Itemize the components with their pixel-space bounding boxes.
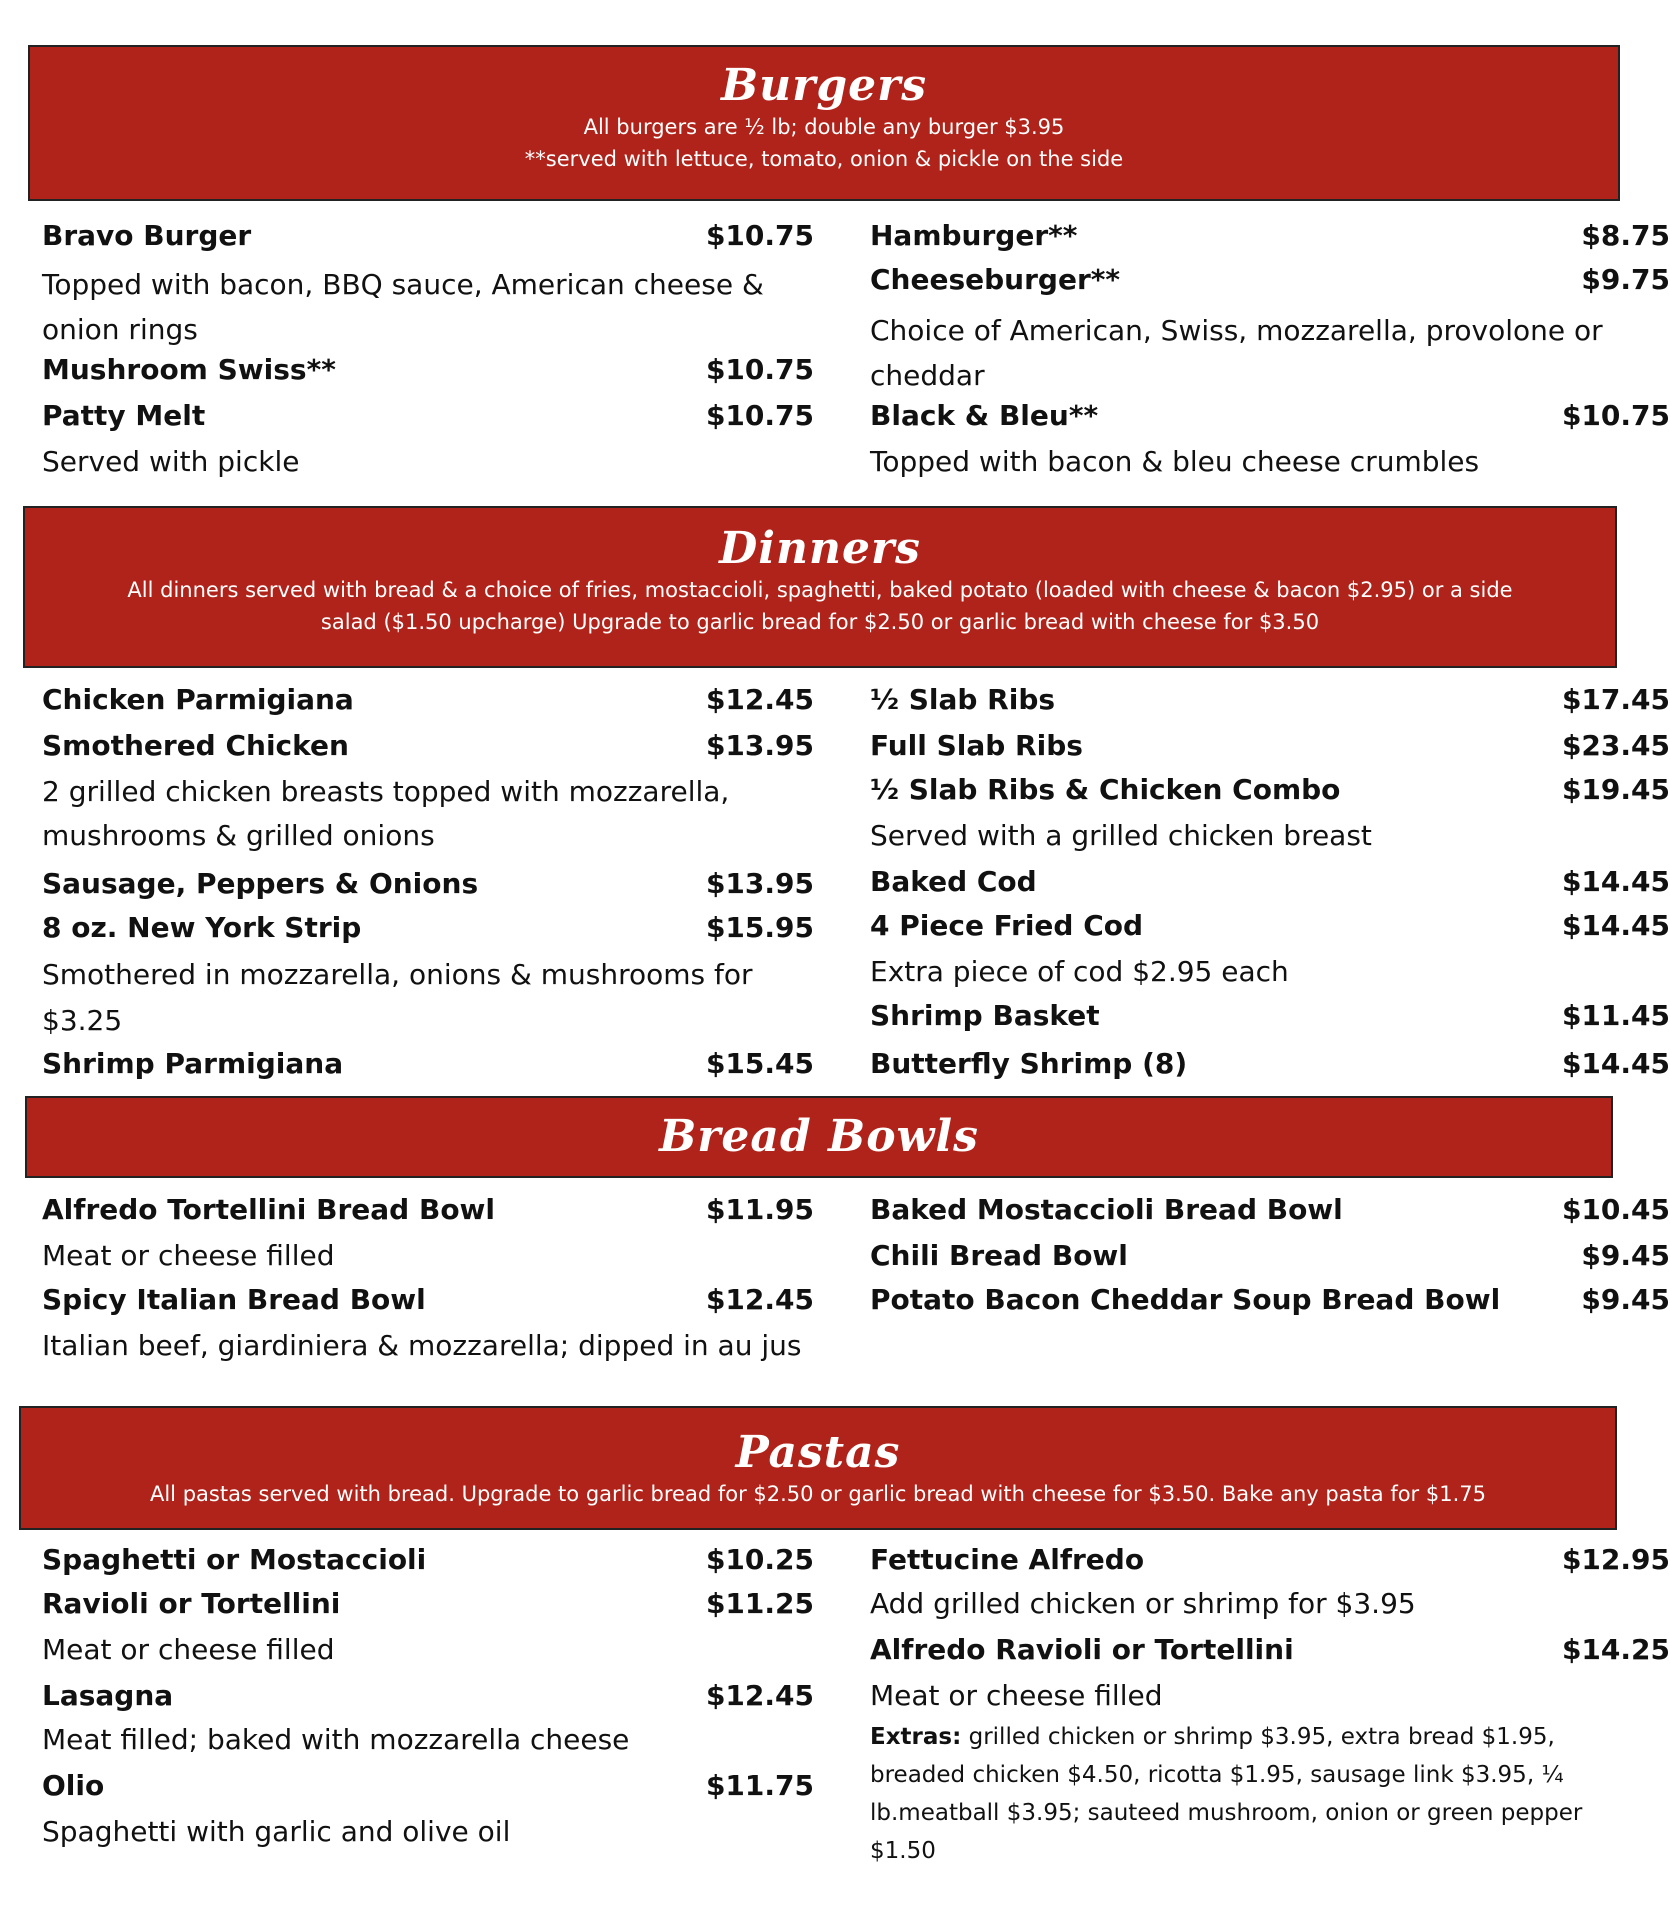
item-name: Shrimp Parmigiana	[42, 1047, 344, 1080]
menu-item	[870, 218, 1670, 254]
item-name: Baked Cod	[870, 865, 1037, 898]
extras-label: Extras:	[870, 1724, 962, 1750]
menu-item	[42, 728, 814, 764]
item-price: $9.45	[1581, 1239, 1670, 1272]
item-description: Served with a grilled chicken breast	[870, 819, 1372, 852]
item-price: $15.95	[705, 911, 814, 944]
burgers-subtitle-2: **served with lettuce, tomato, onion & pickle on the side	[524, 147, 1124, 171]
item-price: $17.45	[1561, 683, 1670, 716]
item-description: Choice of American, Swiss, mozzarella, provolone or cheddar	[870, 314, 1603, 392]
item-price: $11.95	[705, 1193, 814, 1226]
pastas-title: Pastas	[735, 1427, 901, 1478]
menu-item	[42, 1282, 814, 1318]
extras-note	[870, 1718, 1610, 1870]
item-description: Served with pickle	[42, 445, 300, 478]
menu-item	[870, 772, 1670, 808]
item-description: Spaghetti with garlic and olive oil	[42, 1815, 511, 1848]
item-price: $14.25	[1561, 1633, 1670, 1666]
item-description: Italian beef, giardiniera & mozzarella; dipped in au jus	[42, 1329, 802, 1362]
item-name: Bravo Burger	[42, 219, 252, 252]
bread-bowls-banner	[25, 1096, 1613, 1178]
dinners-title: Dinners	[719, 523, 921, 574]
item-name: Fettucine Alfredo	[870, 1543, 1145, 1576]
menu-item	[42, 866, 814, 902]
item-price: $12.95	[1561, 1543, 1670, 1576]
item-description: 2 grilled chicken breasts topped with mozzarella, mushrooms & grilled onions	[42, 775, 730, 852]
item-description: Meat or cheese filled	[42, 1239, 335, 1272]
menu-item	[870, 398, 1670, 434]
item-name: Chili Bread Bowl	[870, 1239, 1128, 1272]
item-name: Smothered Chicken	[42, 729, 349, 762]
item-price: $11.25	[705, 1587, 814, 1620]
item-name: Shrimp Basket	[870, 999, 1100, 1032]
item-price: $11.45	[1561, 999, 1670, 1032]
item-price: $12.45	[705, 1679, 814, 1712]
menu-item	[870, 728, 1670, 764]
item-name: Potato Bacon Cheddar Soup Bread Bowl	[870, 1283, 1501, 1316]
dinners-subtitle-1: All dinners served with bread & a choice of fries, mostaccioli, spaghetti, baked potato (loaded with cheese & bacon $2.95) or a side	[127, 578, 1513, 602]
item-name: Black & Bleu**	[870, 399, 1099, 432]
item-price: $15.45	[705, 1047, 814, 1080]
menu-item	[870, 682, 1670, 718]
item-price: $14.45	[1561, 865, 1670, 898]
menu-item	[42, 352, 814, 388]
item-price: $10.25	[705, 1543, 814, 1576]
item-name: Baked Mostaccioli Bread Bowl	[870, 1193, 1343, 1226]
item-name: Alfredo Tortellini Bread Bowl	[42, 1193, 496, 1226]
dinners-subtitle-2: salad ($1.50 upcharge) Upgrade to garlic bread for $2.50 or garlic bread with cheese for $3.50	[320, 610, 1320, 634]
item-name: Full Slab Ribs	[870, 729, 1083, 762]
pastas-subtitle: All pastas served with bread. Upgrade to garlic bread for $2.50 or garlic bread with cheese for $3.50. Bake any pasta for $1.75	[149, 1482, 1486, 1506]
item-name: Spaghetti or Mostaccioli	[42, 1543, 427, 1576]
item-price: $14.45	[1561, 1047, 1670, 1080]
item-name: Ravioli or Tortellini	[42, 1587, 341, 1620]
menu-item	[42, 1046, 814, 1082]
item-description: Smothered in mozzarella, onions & mushrooms for $3.25	[42, 958, 753, 1037]
menu-item	[42, 1586, 814, 1622]
item-price: $23.45	[1561, 729, 1670, 762]
dinners-banner	[23, 506, 1617, 668]
item-name: ½ Slab Ribs	[870, 683, 1056, 716]
item-name: Chicken Parmigiana	[42, 683, 354, 716]
item-description: Topped with bacon & bleu cheese crumbles	[870, 445, 1480, 478]
item-name: 8 oz. New York Strip	[42, 911, 362, 944]
menu-item	[870, 1542, 1670, 1578]
item-name: Lasagna	[42, 1679, 174, 1712]
item-price: $10.45	[1561, 1193, 1670, 1226]
item-price: $13.95	[705, 729, 814, 762]
item-description: Extra piece of cod $2.95 each	[870, 955, 1289, 988]
item-name: Olio	[42, 1769, 105, 1802]
menu-item	[870, 1632, 1670, 1668]
item-description: Meat or cheese filled	[42, 1633, 335, 1666]
item-name: Butterfly Shrimp (8)	[870, 1047, 1188, 1080]
menu-item	[870, 1046, 1670, 1082]
item-price: $12.45	[705, 683, 814, 716]
menu-item	[42, 1192, 814, 1228]
item-name: 4 Piece Fried Cod	[870, 909, 1144, 942]
item-price: $13.95	[705, 867, 814, 900]
item-name: Sausage, Peppers & Onions	[42, 867, 479, 900]
item-price: $9.45	[1581, 1283, 1670, 1316]
bread-bowls-title: Bread Bowls	[659, 1111, 979, 1162]
item-price: $8.75	[1581, 219, 1670, 252]
menu-item	[42, 1542, 814, 1578]
menu-item	[870, 262, 1670, 298]
menu-item	[42, 1768, 814, 1804]
menu-item	[42, 398, 814, 434]
item-description: Topped with bacon, BBQ sauce, American cheese & onion rings	[42, 268, 764, 346]
item-description: Meat or cheese filled	[870, 1679, 1163, 1712]
menu-item	[870, 908, 1670, 944]
menu-item	[42, 218, 814, 254]
menu-item	[42, 682, 814, 718]
item-price: $11.75	[705, 1769, 814, 1802]
burgers-subtitle-1: All burgers are ½ lb; double any burger $3.95	[583, 115, 1065, 139]
item-price: $10.75	[705, 353, 814, 386]
item-price: $19.45	[1561, 773, 1670, 806]
menu-item	[870, 1238, 1670, 1274]
menu-item	[870, 864, 1670, 900]
item-name: Cheeseburger**	[870, 263, 1121, 296]
item-price: $14.45	[1561, 909, 1670, 942]
menu-item	[870, 1282, 1670, 1318]
menu-item	[870, 1192, 1670, 1228]
item-name: Hamburger**	[870, 219, 1078, 252]
menu-item	[42, 1678, 814, 1714]
item-name: ½ Slab Ribs & Chicken Combo	[870, 773, 1341, 806]
item-price: $9.75	[1581, 263, 1670, 296]
burgers-banner	[28, 45, 1620, 201]
pastas-banner	[19, 1406, 1617, 1530]
item-name: Mushroom Swiss**	[42, 353, 336, 386]
item-price: $10.75	[705, 219, 814, 252]
item-description: Meat filled; baked with mozzarella cheese	[42, 1723, 630, 1756]
item-name: Patty Melt	[42, 399, 206, 432]
burgers-title: Burgers	[720, 60, 928, 111]
item-name: Spicy Italian Bread Bowl	[42, 1283, 426, 1316]
item-description: Add grilled chicken or shrimp for $3.95	[870, 1587, 1416, 1620]
item-price: $12.45	[705, 1283, 814, 1316]
item-name: Alfredo Ravioli or Tortellini	[870, 1633, 1294, 1666]
menu-item	[870, 998, 1670, 1034]
extras-text: grilled chicken or shrimp $3.95, extra bread $1.95, breaded chicken $4.50, ricotta $1.95, sausage link $3.95, ¼ lb.meatball $3.95; sauteed mushroom, onion or green pepper $1.50	[870, 1724, 1583, 1864]
item-price: $10.75	[705, 399, 814, 432]
menu-item	[42, 910, 814, 946]
item-price: $10.75	[1561, 399, 1670, 432]
